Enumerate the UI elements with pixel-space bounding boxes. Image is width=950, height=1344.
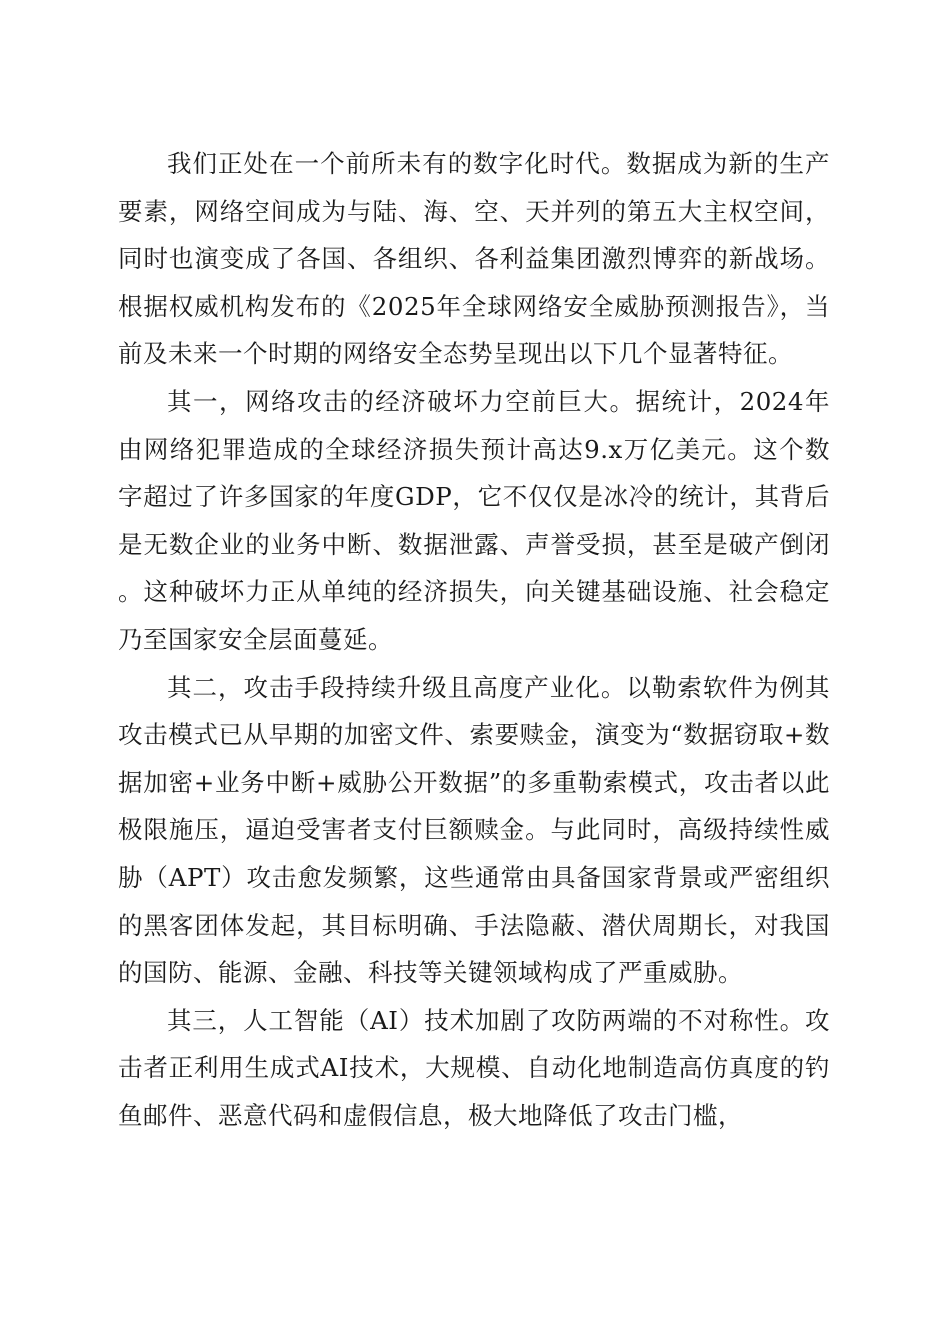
document-body (118, 140, 830, 1139)
paragraph-point-three: 其三，人工智能（AI）技术加剧了攻防两端的不对称性。攻击者正利用生成式AI技术，大规模、自动化地制造高仿真度的钓鱼邮件、恶意代码和虚假信息，极大地降低了攻击门槛， (118, 1005, 830, 1130)
paragraph-point-one: 其一，网络攻击的经济破坏力空前巨大。据统计，2024年由网络犯罪造成的全球经济损失预计高达9.x万亿美元。这个数字超过了许多国家的年度GDP，它不仅仅是冰冷的统计，其背后是无数企业的业务中断、数据泄露、声誉受损，甚至是破产倒闭。这种破坏力正从单纯的经济损失，向关键基础设施、社会稳定乃至国家安全层面蔓延。 (118, 386, 830, 654)
paragraph-point-two: 其二，攻击手段持续升级且高度产业化。以勒索软件为例其攻击模式已从早期的加密文件、索要赎金，演变为“数据窃取+数据加密+业务中断+威胁公开数据”的多重勒索模式，攻击者以此极限施压，逼迫受害者支付巨额赎金。与此同时，高级持续性威胁（APT）攻击愈发频繁，这些通常由具备国家背景或严密组织的黑客团体发起，其目标明确、手法隐蔽、潜伏周期长，对我国的国防、能源、金融、科技等关键领域构成了严重威胁。 (118, 672, 830, 988)
paragraph-intro: 我们正处在一个前所未有的数字化时代。数据成为新的生产要素，网络空间成为与陆、海、空、天并列的第五大主权空间，同时也演变成了各国、各组织、各利益集团激烈博弈的新战场。根据权威机构发布的《2025年全球网络安全威胁预测报告》，当前及未来一个时期的网络安全态势呈现出以下几个显著特征。 (118, 149, 830, 369)
